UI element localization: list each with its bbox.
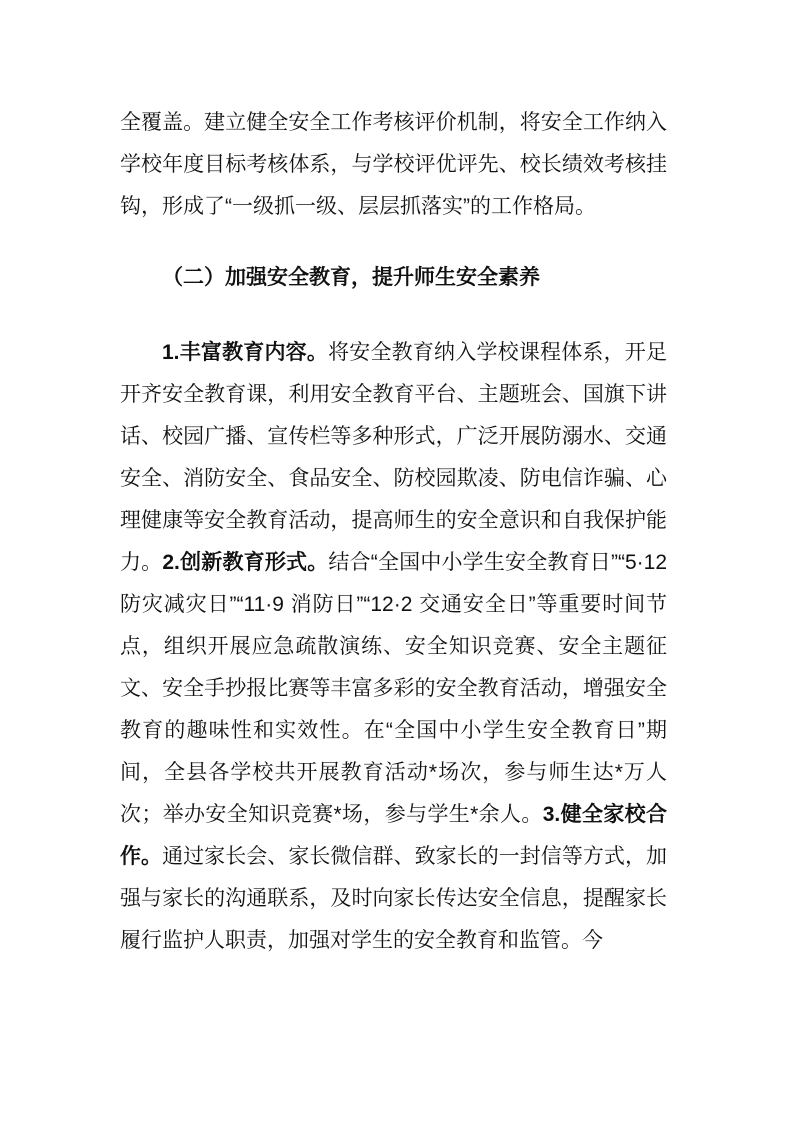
body-paragraph [120, 102, 667, 228]
text-run: 将安全教育纳入学校课程体系，开足开齐安全教育课，利用安全教育平台、主题班会、国旗下讲话、校园广播、宣传栏等多种形式，广泛开展防溺水、交通安全、消防安全、食品安全、防校园欺凌、防电信诈骗、心理健康等安全教育活动，提高师生的安全意识和自我保护能力。 [120, 341, 668, 574]
bold-text-run: 3.健全家校合作。 [120, 803, 668, 868]
bold-text-run: （二）加强安全教育，提升师生安全素养 [162, 266, 540, 289]
text-run: 通过家长会、家长微信群、致家长的一封信等方式，加强与家长的沟通联系，及时向家长传达安全信息，提醒家长履行监护人职责，加强对学生的安全教育和监管。今 [120, 845, 668, 952]
document-content [120, 102, 667, 962]
text-run: 全覆盖。建立健全安全工作考核评价机制，将安全工作纳入学校年度目标考核体系，与学校评优评先、校长绩效考核挂钩，形成了“一级抓一级、层层抓落实”的工作格局。 [120, 111, 667, 218]
body-paragraph [120, 332, 667, 962]
text-run: 结合“全国中小学生安全教育日”“5·12 防灾减灾日”“11·9 消防日”“12·2 交通安全日”等重要时间节点，组织开展应急疏散演练、安全知识竞赛、安全主题征文、安全手抄报比赛等丰富多彩的安全教育活动，增强安全教育的趣味性和实效性。在“全国中小学生安全教育日”期间，全县各学校共开展教育活动*场次，参与师生达*万人次；举办安全知识竞赛*场，参与学生*余人。 [120, 551, 668, 826]
bold-text-run: 1.丰富教育内容。 [162, 341, 329, 364]
bold-text-run: 2.创新教育形式。 [162, 551, 329, 574]
section-heading [120, 257, 667, 299]
